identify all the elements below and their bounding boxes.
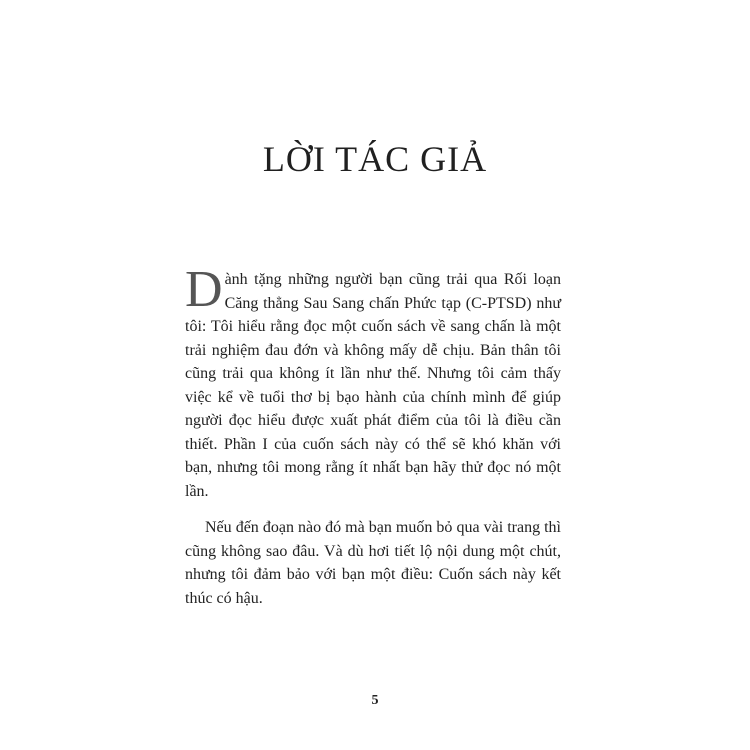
body-text (185, 261, 561, 610)
drop-cap-letter: D (185, 261, 223, 318)
page-title: LỜI TÁC GIẢ (262, 139, 488, 179)
page-number: 5 (371, 693, 379, 708)
paragraph-1 (185, 261, 561, 503)
paragraph-2: Nếu đến đoạn nào đó mà bạn muốn bỏ qua vài trang thì cũng không sao đâu. Và dù hơi tiết lộ nội dung một chút, nhưng tôi đảm bảo với bạn một điều: Cuốn sách này kết thúc có hậu. (185, 519, 561, 607)
paragraph-1-text: ành tặng những người bạn cũng trải qua Rối loạn Căng thẳng Sau Sang chấn Phức tạp (C-PTSD) như tôi: Tôi hiểu rằng đọc một cuốn sách về sang chấn là một trải nghiệm đau đớn và không mấy dễ chịu. Bản thân tôi cũng trải qua không ít lần như thế. Nhưng tôi cảm thấy việc kể về tuổi thơ bị bạo hành của chính mình để giúp người đọc hiểu được xuất phát điểm của tôi là điều cần thiết. Phần I của cuốn sách này có thể sẽ khó khăn với bạn, nhưng tôi mong rằng ít nhất bạn hãy thử đọc nó một lần. (185, 271, 561, 500)
